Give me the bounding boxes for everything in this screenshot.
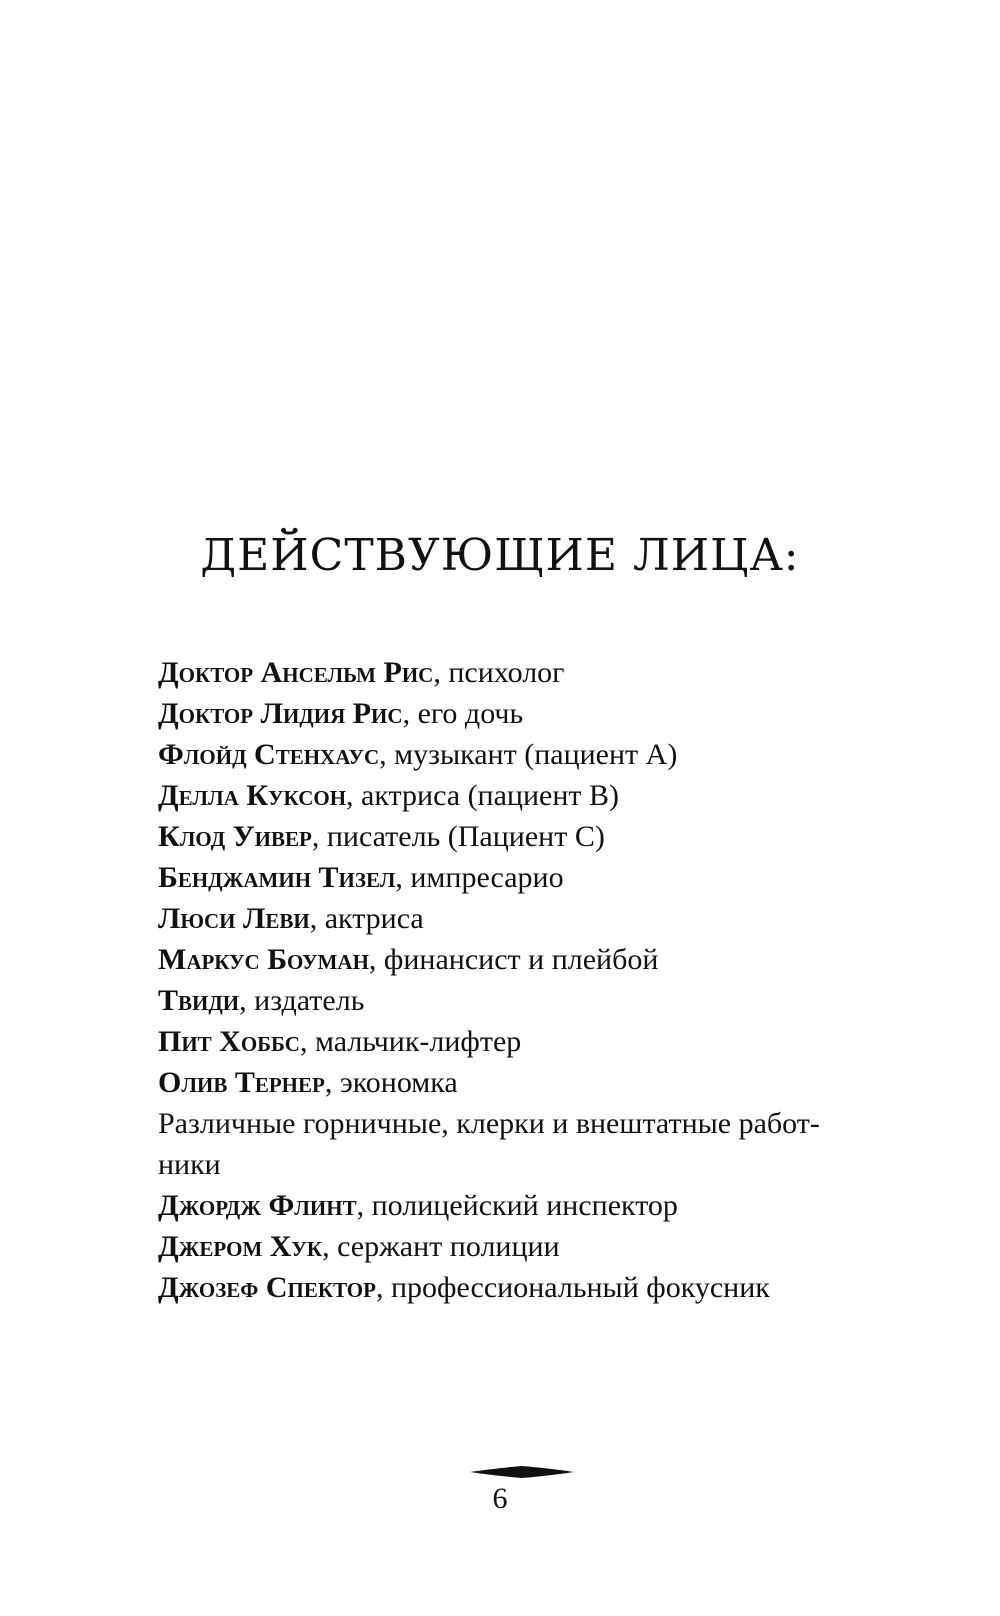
- page-title: ДЕЙСТВУЮЩИЕ ЛИЦА:: [200, 530, 800, 581]
- cast-name: Люси Леви: [158, 902, 310, 935]
- page-number: 6: [492, 1482, 508, 1515]
- cast-name: Джером Хук: [158, 1230, 323, 1263]
- cast-separator: ,: [402, 697, 418, 730]
- cast-item-8: [158, 939, 898, 980]
- cast-separator: ,: [311, 820, 327, 853]
- cast-name: Джордж Флинт: [158, 1189, 357, 1222]
- cast-separator: ,: [324, 1066, 340, 1099]
- cast-name: Доктор Ансельм Рис: [158, 656, 434, 689]
- cast-name: Маркус Боуман: [158, 943, 369, 976]
- cast-separator: ,: [309, 902, 325, 935]
- cast-item-4: [158, 775, 898, 816]
- cast-role: его дочь: [417, 697, 524, 730]
- cast-name: Флойд Стенхаус: [158, 738, 380, 771]
- cast-item-7: [158, 898, 898, 939]
- cast-role: психолог: [448, 656, 565, 689]
- cast-role: финансист и плейбой: [383, 943, 659, 976]
- cast-item-3: [158, 734, 898, 775]
- cast-separator: ,: [322, 1230, 338, 1263]
- cast-name: Доктор Лидия Рис: [158, 697, 403, 730]
- cast-item-14: [158, 1226, 898, 1267]
- cast-name: Твиди: [158, 984, 240, 1017]
- cast-separator: ,: [299, 1025, 315, 1058]
- cast-role: сержант полиции: [337, 1230, 560, 1263]
- cast-name: Делла Куксон: [158, 779, 347, 812]
- cast-separator: ,: [395, 861, 411, 894]
- cast-item-12: [158, 1103, 898, 1185]
- cast-role: актриса (пациент В): [361, 779, 620, 812]
- cast-item-10: [158, 1021, 898, 1062]
- cast-list: [158, 652, 898, 1308]
- cast-role: актриса: [324, 902, 424, 935]
- cast-separator: ,: [346, 779, 362, 812]
- cast-role: мальчик-лифтер: [314, 1025, 522, 1058]
- cast-role: Различные горничные, клерки и внештатные работ-: [158, 1107, 820, 1140]
- cast-role: полицейский инспектор: [371, 1189, 678, 1222]
- cast-separator: ,: [239, 984, 255, 1017]
- cast-item-11: [158, 1062, 898, 1103]
- cast-name: Олив Тернер: [158, 1066, 325, 1099]
- ornament-divider-icon: [470, 1466, 574, 1478]
- cast-name: Пит Хоббс: [158, 1025, 300, 1058]
- cast-name: Бенджамин Тизел: [158, 861, 396, 894]
- cast-role: импресарио: [410, 861, 564, 894]
- cast-role: экономка: [339, 1066, 458, 1099]
- cast-separator: ,: [368, 943, 384, 976]
- cast-item-9: [158, 980, 898, 1021]
- cast-separator: ,: [375, 1271, 391, 1304]
- cast-item-2: [158, 693, 898, 734]
- cast-role-continuation: ники: [158, 1148, 221, 1181]
- cast-item-13: [158, 1185, 898, 1226]
- cast-role: профессиональный фокусник: [390, 1271, 770, 1304]
- cast-item-1: [158, 652, 898, 693]
- cast-item-6: [158, 857, 898, 898]
- cast-role: музыкант (пациент А): [394, 738, 678, 771]
- cast-name: Джозеф Спектор: [158, 1271, 376, 1304]
- cast-item-15: [158, 1267, 898, 1308]
- cast-role: писатель (Пациент С): [326, 820, 605, 853]
- cast-separator: ,: [379, 738, 395, 771]
- cast-separator: ,: [356, 1189, 372, 1222]
- cast-role: издатель: [254, 984, 365, 1017]
- cast-item-5: [158, 816, 898, 857]
- cast-separator: ,: [433, 656, 449, 689]
- cast-name: Клод Уивер: [158, 820, 312, 853]
